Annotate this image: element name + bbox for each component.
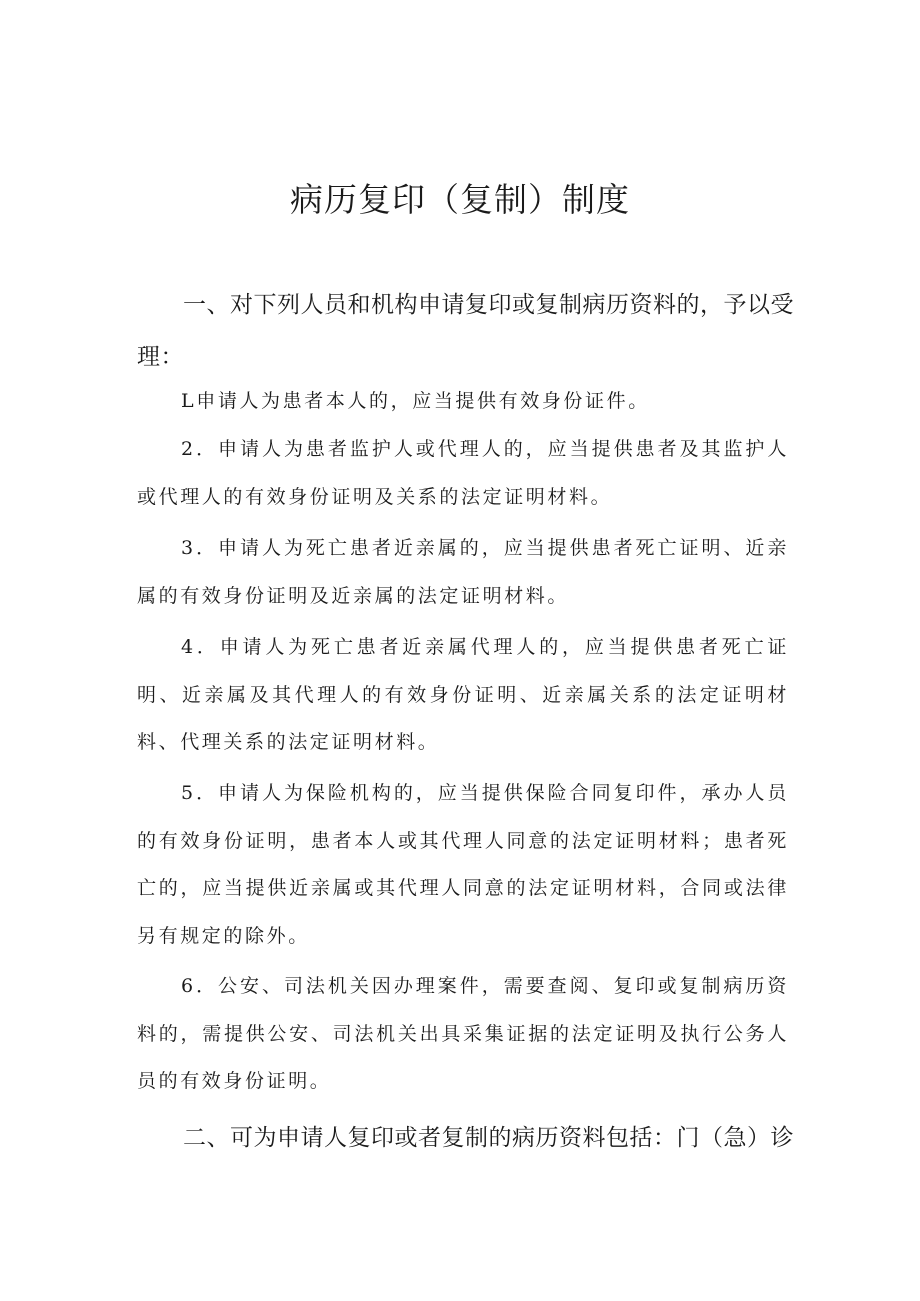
section-1-heading: 一、对下列人员和机构申请复印或复制病历资料的，予以受理：: [137, 292, 794, 370]
document-title: 病历复印（复制）制度: [290, 180, 630, 219]
list-item-1: L申请人为患者本人的，应当提供有效身份证件。: [181, 390, 650, 412]
list-item-3: 3．申请人为死亡患者近亲属的，应当提供患者死亡证明、近亲属的有效身份证明及近亲属的法定证明材料。: [137, 537, 789, 607]
list-item-4: 4．申请人为死亡患者近亲属代理人的，应当提供患者死亡证明、近亲属及其代理人的有效身份证明、近亲属关系的法定证明材料、代理关系的法定证明材料。: [137, 636, 789, 753]
section-2-heading: 二、可为申请人复印或者复制的病历资料包括：门（急）诊: [183, 1125, 794, 1151]
list-item-5: 5．申请人为保险机构的，应当提供保险合同复印件，承办人员的有效身份证明，患者本人或其代理人同意的法定证明材料；患者死亡的，应当提供近亲属或其代理人同意的法定证明材料，合同或法律另有规定的除外。: [137, 782, 789, 947]
list-item-6: 6．公安、司法机关因办理案件，需要查阅、复印或复制病历资料的，需提供公安、司法机关出具采集证据的法定证明及执行公务人员的有效身份证明。: [137, 975, 789, 1092]
list-item-2: 2．申请人为患者监护人或代理人的，应当提供患者及其监护人或代理人的有效身份证明及关系的法定证明材料。: [137, 438, 789, 508]
